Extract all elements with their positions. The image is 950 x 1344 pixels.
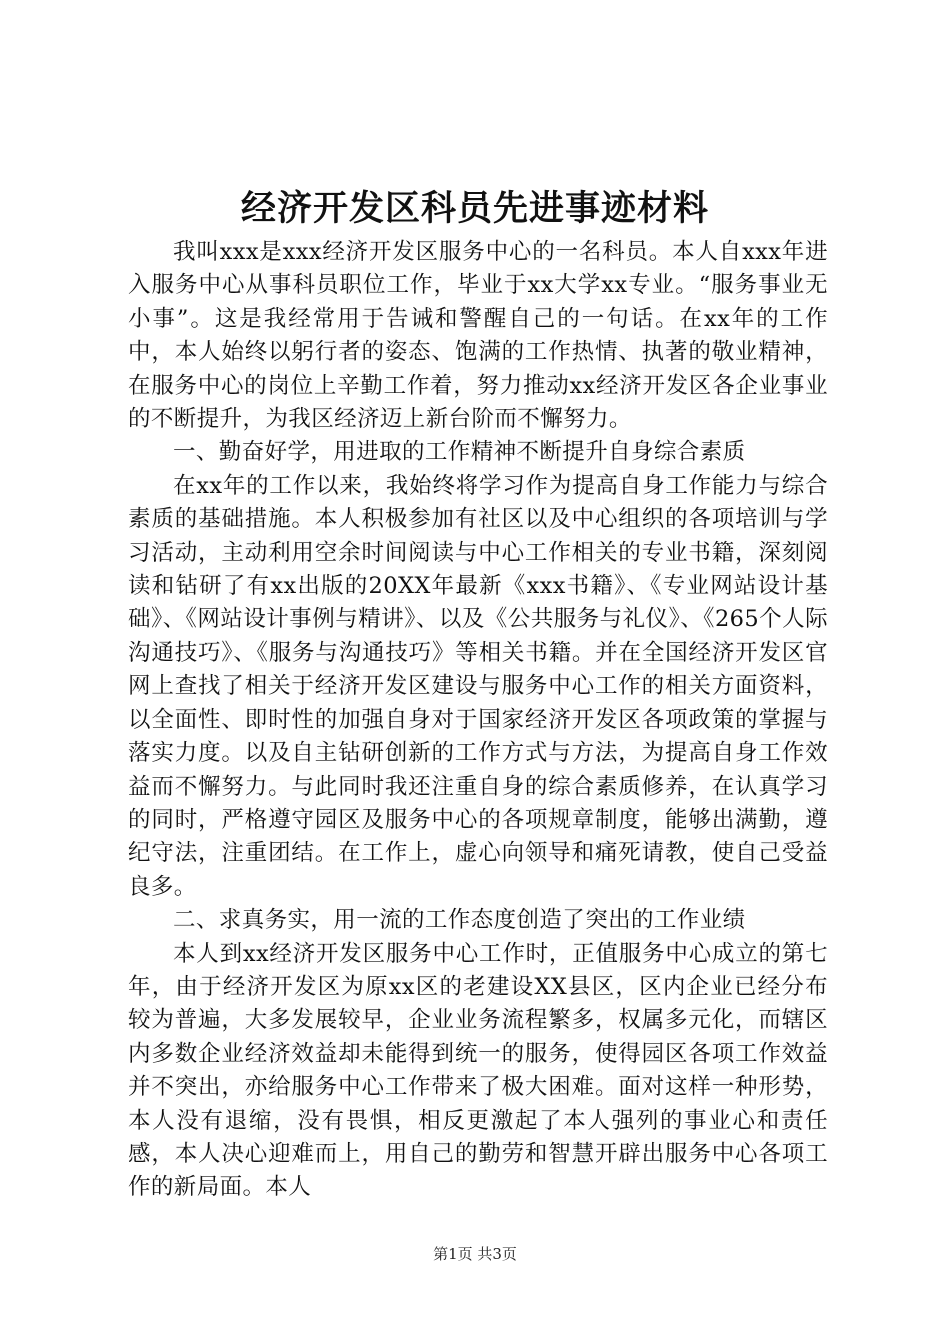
section-heading-2: 二、求真务实，用一流的工作态度创造了突出的工作业绩 xyxy=(173,907,746,934)
section-heading-1: 一、勤奋好学，用进取的工作精神不断提升自身综合素质 xyxy=(173,439,746,466)
paragraph-intro: 我叫xxx是xxx经济开发区服务中心的一名科员。本人自xxx年进入服务中心从事科员职位工作，毕业于xx大学xx专业。“服务事业无小事”。这是我经常用于告诫和警醒自己的一句话。在xx年的工作中，本人始终以躬行者的姿态、饱满的工作热情、执著的敬业精神，在服务中心的岗位上辛勤工作着，努力推动xx经济开发区各企业事业的不断提升，为我区经济迈上新台阶而不懈努力。 xyxy=(128,239,828,433)
paragraph-section-1: 在xx年的工作以来，我始终将学习作为提高自身工作能力与综合素质的基础措施。本人积极参加有社区以及中心组织的各项培训与学习活动，主动利用空余时间阅读与中心工作相关的专业书籍，深刻阅读和钻研了有xx出版的20XX年最新《xxx书籍》、《专业网站设计基础》、《网站设计事例与精讲》、以及《公共服务与礼仪》、《265个人际沟通技巧》、《服务与沟通技巧》等相关书籍。并在全国经济开发区官网上查找了相关于经济开发区建设与服务中心工作的相关方面资料，以全面性、即时性的加强自身对于国家经济开发区各项政策的掌握与落实力度。以及自主钻研创新的工作方式与方法，为提高自身工作效益而不懈努力。与此同时我还注重自身的综合素质修养，在认真学习的同时，严格遵守园区及服务中心的各项规章制度，能够出满勤，遵纪守法，注重团结。在工作上，虚心向领导和痛死请教，使自己受益良多。 xyxy=(128,472,828,900)
document-title: 经济开发区科员先进事迹材料 xyxy=(240,188,709,229)
page-indicator: 第1页 共3页 xyxy=(433,1245,517,1263)
paragraph-section-2: 本人到xx经济开发区服务中心工作时，正值服务中心成立的第七年，由于经济开发区为原xx区的老建设XX县区，区内企业已经分布较为普遍，大多发展较早，企业业务流程繁多，权属多元化，而辖区内多数企业经济效益却未能得到统一的服务，使得园区各项工作效益并不突出，亦给服务中心工作带来了极大困难。面对这样一种形势，本人没有退缩，没有畏惧，相反更激起了本人强列的事业心和责任感，本人决心迎难而上，用自己的勤劳和智慧开辟出服务中心各项工作的新局面。本人 xyxy=(128,940,828,1201)
document-body xyxy=(128,236,828,1205)
